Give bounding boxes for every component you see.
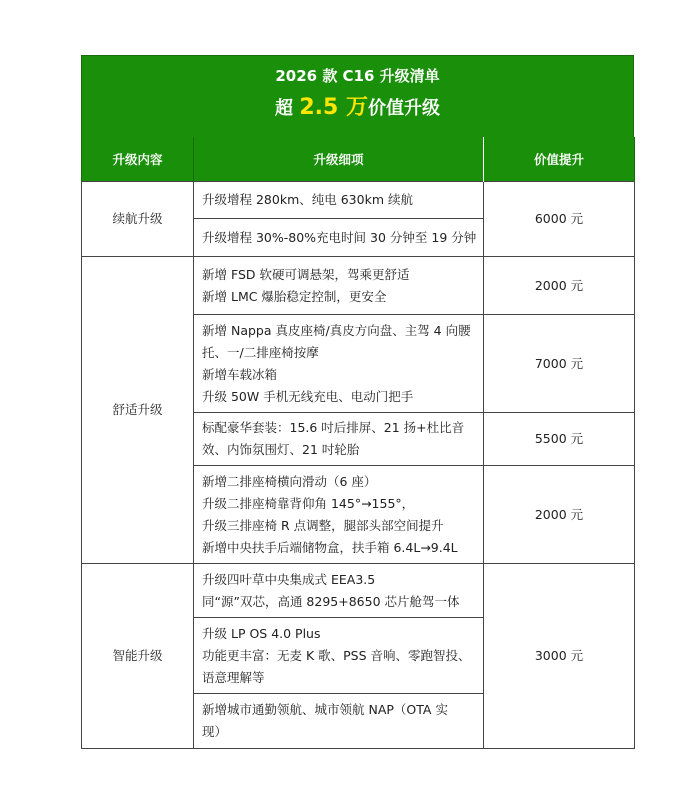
- detail-line: 效、内饰氛围灯、21 吋轮胎: [202, 442, 360, 457]
- value-cell: 3000 元: [484, 564, 635, 749]
- column-header-value: 价值提升: [484, 137, 635, 182]
- subtitle-suffix: 价值升级: [367, 98, 440, 119]
- detail-line: 新增二排座椅横向滑动（6 座）: [202, 473, 377, 489]
- table-header-row: [82, 137, 635, 182]
- detail-cell: [194, 466, 484, 564]
- detail-cell: [194, 257, 484, 315]
- value-cell: 5500 元: [484, 413, 635, 466]
- category-cell: 续航升级: [82, 182, 194, 257]
- table-row: [82, 182, 635, 219]
- detail-line: 同“源”双芯，高通 8295+8650 芯片舱驾一体: [202, 593, 460, 609]
- subtitle-highlight: 2.5 万: [299, 95, 368, 120]
- value-cell: 2000 元: [484, 466, 635, 564]
- column-header-category: 升级内容: [82, 137, 194, 182]
- detail-line: 现）: [202, 724, 228, 739]
- value-cell: 6000 元: [484, 182, 635, 257]
- detail-cell: [194, 564, 484, 618]
- detail-cell: [194, 315, 484, 413]
- detail-cell: [194, 219, 484, 257]
- detail-cell: [194, 182, 484, 219]
- detail-line: 新增中央扶手后端储物盒，扶手箱 6.4L→9.4L: [202, 539, 458, 555]
- detail-line: 升级 LP OS 4.0 Plus: [202, 625, 321, 641]
- subtitle-prefix: 超: [275, 98, 300, 119]
- detail-line: 新增 LMC 爆胎稳定控制，更安全: [202, 288, 387, 304]
- detail-line: 升级二排座椅靠背仰角 145°→155°，: [202, 495, 415, 511]
- detail-line: 托、一/二排座椅按摩: [202, 344, 319, 360]
- upgrade-table: [81, 137, 635, 749]
- detail-cell: [194, 413, 484, 466]
- detail-line: 标配豪华套装：15.6 吋后排屏、21 扬+杜比音: [202, 420, 465, 435]
- detail-cell: [194, 694, 484, 749]
- detail-line: 升级增程 30%-80%充电时间 30 分钟至 19 分钟: [202, 229, 477, 245]
- table-row: [82, 564, 635, 618]
- detail-line: 升级四叶草中央集成式 EEA3.5: [202, 571, 376, 587]
- value-cell: 2000 元: [484, 257, 635, 315]
- table-row: [82, 257, 635, 315]
- detail-line: 新增城市通勤领航、城市领航 NAP（OTA 实: [202, 702, 448, 717]
- document-subtitle: [82, 92, 633, 125]
- upgrade-list-document: [81, 55, 634, 749]
- detail-line: 语意理解等: [202, 669, 265, 685]
- detail-line: 升级增程 280km、纯电 630km 续航: [202, 192, 413, 207]
- value-cell: 7000 元: [484, 315, 635, 413]
- detail-line: 升级三排座椅 R 点调整，腿部头部空间提升: [202, 517, 444, 533]
- detail-line: 新增车载冰箱: [202, 366, 278, 382]
- detail-line: 升级 50W 手机无线充电、电动门把手: [202, 388, 414, 404]
- column-header-details: 升级细项: [194, 137, 484, 182]
- category-cell: 智能升级: [82, 564, 194, 749]
- detail-line: 功能更丰富：无麦 K 歌、PSS 音响、零跑智投、: [202, 647, 471, 663]
- detail-line: 新增 FSD 软硬可调悬架，驾乘更舒适: [202, 266, 410, 282]
- detail-line: 新增 Nappa 真皮座椅/真皮方向盘、主驾 4 向腰: [202, 322, 471, 338]
- category-cell: 舒适升级: [82, 257, 194, 564]
- document-title: 2026 款 C16 升级清单: [275, 67, 440, 85]
- title-banner: [81, 55, 634, 137]
- detail-cell: [194, 618, 484, 694]
